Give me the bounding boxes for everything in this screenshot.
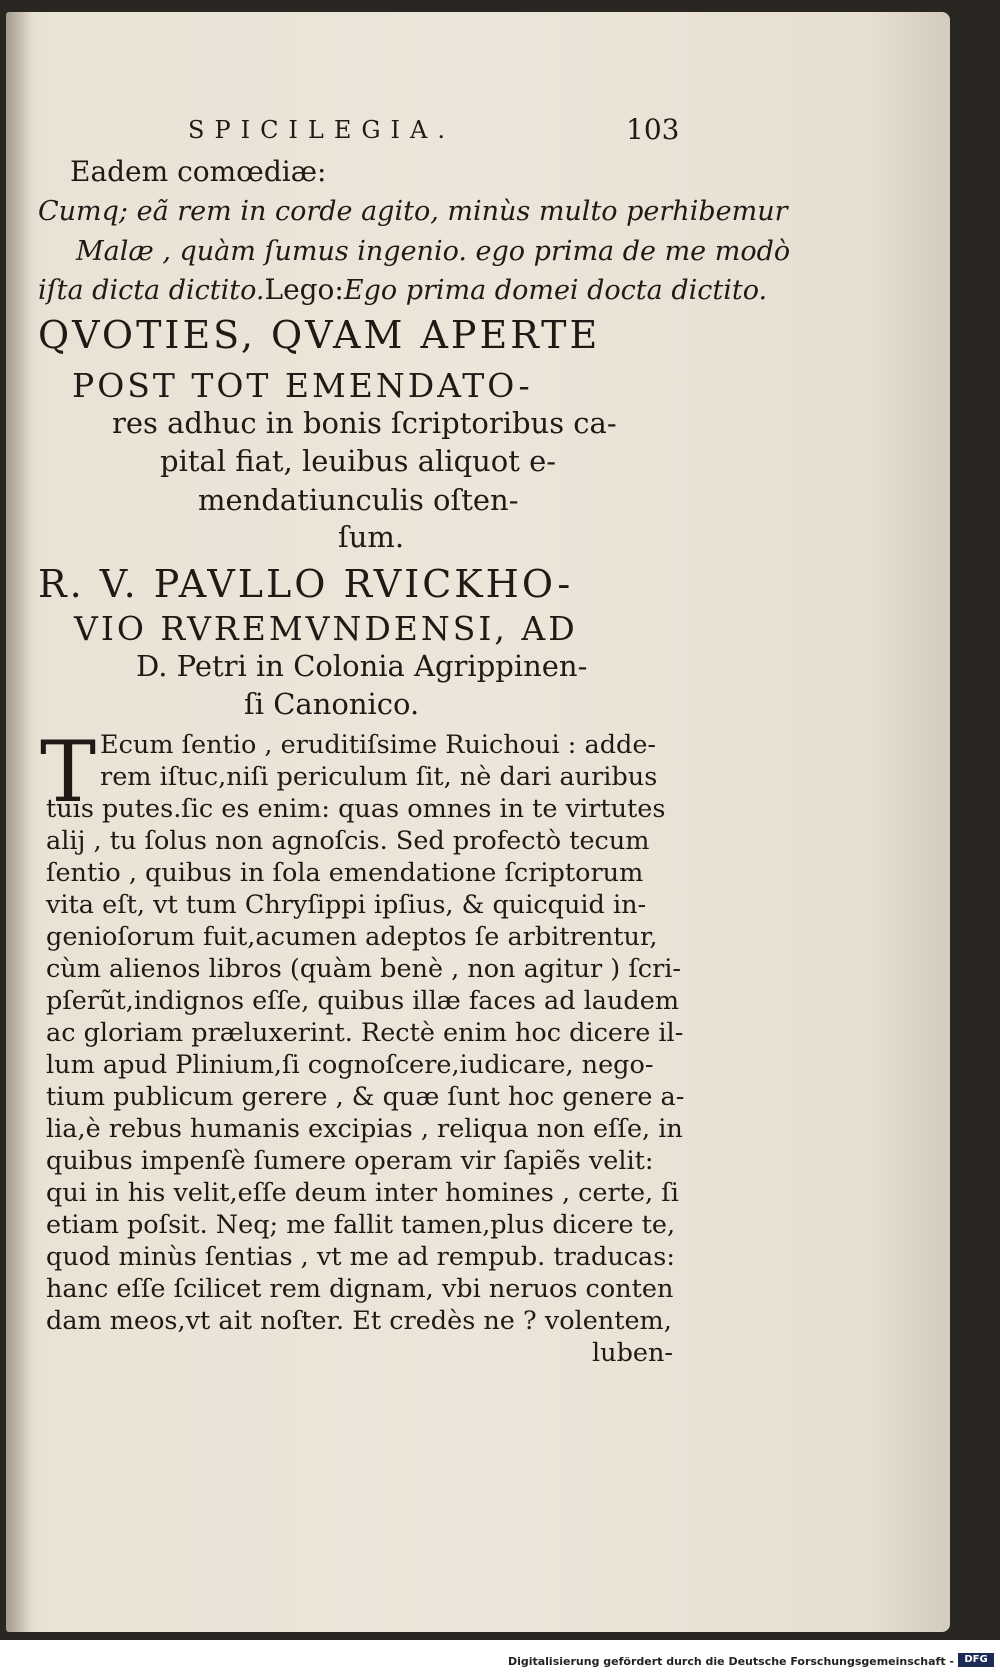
body-line: quibus impenſè ſumere operam vir ſapiẽs velit: (46, 1146, 654, 1176)
section-heading-line: res adhuc in bonis ſcriptoribus ca- (112, 406, 617, 440)
body-line: rem iſtuc,niſi periculum ſit, nè dari auribus (100, 762, 658, 792)
body-line: alij , tu ſolus non agnoſcis. Sed profectò tecum (46, 826, 650, 856)
section-heading-line: QVOTIES, QVAM APERTE (38, 313, 601, 357)
catchword: luben- (592, 1338, 674, 1368)
drop-cap: T (40, 723, 97, 821)
body-line: genioſorum fuit,acumen adeptos ſe arbitrentur, (46, 922, 658, 952)
body-line: tuis putes.ſic es enim: quas omnes in te virtutes (46, 794, 666, 824)
quote-intro: Eadem comœdiæ: (70, 155, 327, 188)
page-number: 103 (626, 113, 680, 146)
body-line: vita eſt, vt tum Chryſippi ipſius, & quicquid in- (46, 890, 647, 920)
body-line: lum apud Plinium,ſi cognoſcere,iudicare, nego- (46, 1050, 654, 1080)
body-line: hanc eſſe ſcilicet rem dignam, vbi neruos conten (46, 1274, 674, 1304)
body-line: cùm alienos libros (quàm benè , non agitur ) ſcri- (46, 954, 682, 984)
quote-line: Cumq; eã rem in corde agito, minùs multo perhibemur (38, 196, 788, 227)
quote-line: Malæ , quàm ſumus ingenio. ego prima de me modò (76, 236, 791, 267)
body-line: etiam poſsit. Neq; me fallit tamen,plus dicere te, (46, 1210, 676, 1240)
body-line: tium publicum gerere , & quæ ſunt hoc genere a- (46, 1082, 685, 1112)
dedication-line: VIO RVREMVNDENSI, AD (74, 609, 578, 648)
dedication-line: D. Petri in Colonia Agrippinen- (136, 649, 588, 683)
quote-line-final (38, 273, 768, 306)
funding-credit: Digitalisierung gefördert durch die Deutsche Forschungsgemeinschaft - (507, 1655, 954, 1668)
body-line: pſerũt,indignos eſſe, quibus illæ faces ad laudem (46, 986, 680, 1016)
body-line: quod minùs ſentias , vt me ad rempub. traducas: (46, 1242, 675, 1272)
dfg-logo: DFG (958, 1653, 994, 1667)
dedication-line: ſi Canonico. (244, 687, 420, 721)
section-heading-line: POST TOT EMENDATO- (72, 366, 533, 405)
section-heading-line: ſum. (338, 520, 405, 554)
quote-correction: Ego prima domei docta dictito. (343, 275, 768, 306)
body-line: qui in his velit,eſſe deum inter homines , certe, ſi (46, 1178, 679, 1208)
lego-label: Lego: (264, 273, 344, 306)
body-line: ſentio , quibus in ſola emendatione ſcriptorum (46, 858, 644, 888)
section-heading-line: mendatiunculis oſten- (198, 483, 519, 517)
body-line: dam meos,vt ait noſter. Et credès ne ? volentem, (46, 1306, 672, 1336)
section-heading-line: pital fiat, leuibus aliquot e- (160, 444, 557, 478)
dedication-line: R. V. PAVLLO RVICKHO- (38, 562, 574, 606)
body-line: Ecum ſentio , eruditiſsime Ruichoui : adde- (100, 730, 657, 760)
running-title: SPICILEGIA. (188, 116, 455, 144)
quote-line: iſta dicta dictito. (38, 275, 265, 306)
body-line: ac gloriam præluxerint. Rectè enim hoc dicere il- (46, 1018, 684, 1048)
body-line: lia,è rebus humanis excipias , reliqua non eſſe, in (46, 1114, 683, 1144)
